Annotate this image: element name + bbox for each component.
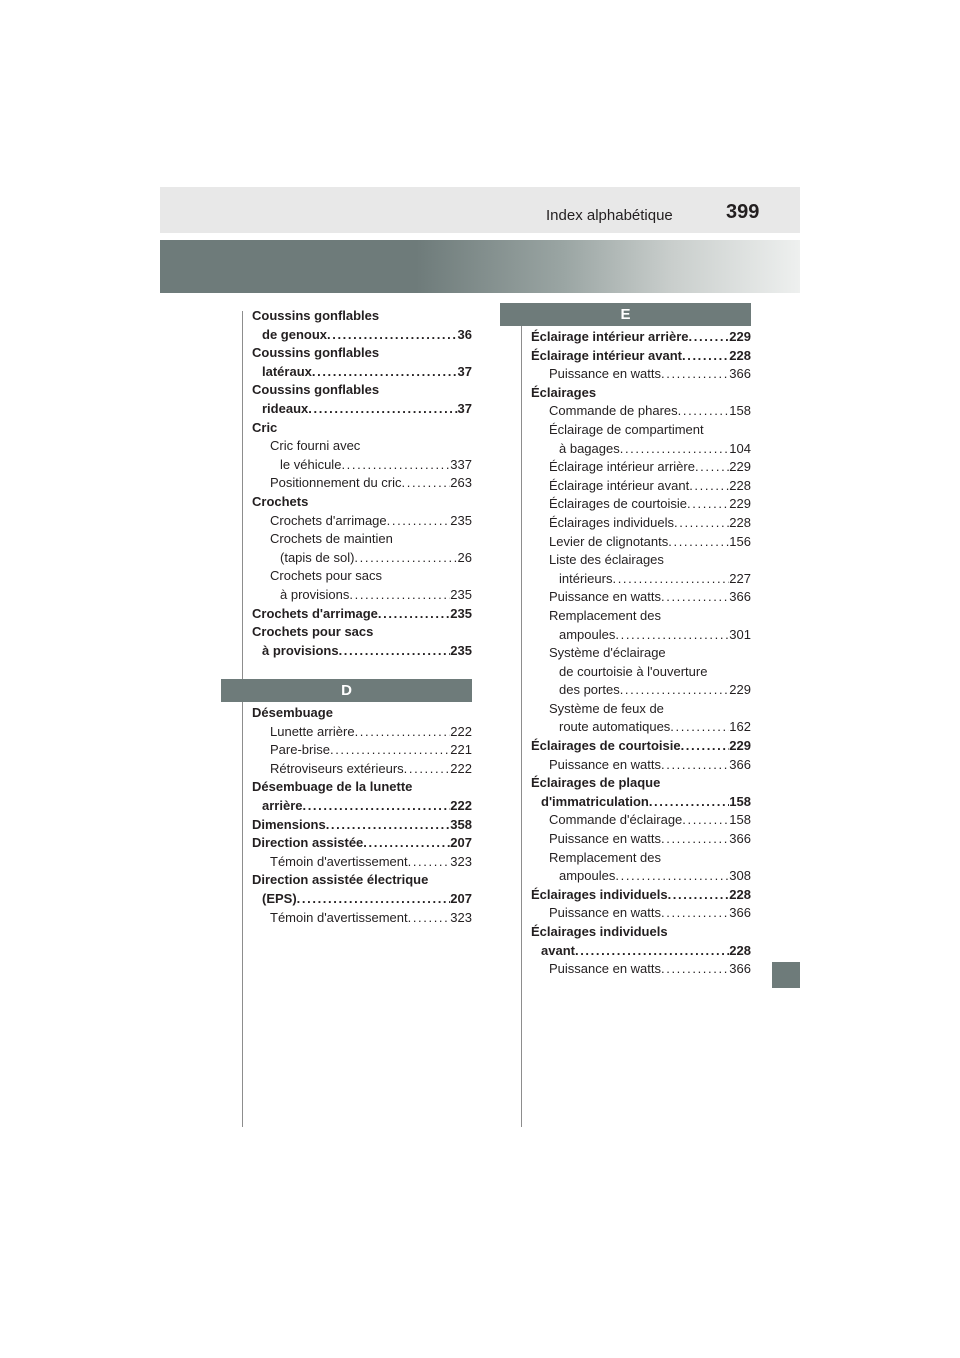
index-entry (531, 867, 751, 886)
header-bar (160, 187, 800, 233)
page-number: 399 (726, 201, 760, 223)
index-entry-page: 366 (729, 589, 751, 605)
index-entry (531, 514, 751, 533)
index-column-left (252, 307, 472, 660)
index-entry (252, 419, 472, 438)
dot-leader (615, 626, 729, 645)
index-entry-text: Positionnement du cric (270, 475, 402, 491)
index-entry-text: des portes (559, 682, 620, 698)
dot-leader (312, 363, 458, 382)
dot-leader (668, 886, 730, 905)
index-entry (531, 923, 751, 942)
index-entry (531, 830, 751, 849)
index-entry (252, 326, 472, 345)
index-entry-text: Liste des éclairages (549, 552, 664, 568)
index-entry-page: 235 (450, 642, 472, 658)
index-entry-page: 37 (457, 400, 472, 416)
dot-leader (387, 512, 451, 531)
dot-leader (678, 402, 730, 421)
index-entry-text: latéraux (262, 363, 312, 379)
index-entry-page: 222 (450, 723, 472, 739)
index-entry (531, 477, 751, 496)
index-entry-text: ampoules (559, 626, 616, 642)
dot-leader (408, 853, 451, 872)
index-column-right (531, 328, 751, 979)
index-entry-page: 366 (729, 831, 751, 847)
index-entry (531, 718, 751, 737)
dot-leader (670, 718, 729, 737)
dot-leader (661, 960, 729, 979)
index-entry-page: 323 (450, 853, 472, 869)
index-entry-page: 323 (450, 909, 472, 925)
index-entry (531, 551, 751, 570)
index-entry (252, 890, 472, 909)
index-entry-text: Direction assistée (252, 835, 364, 851)
index-entry-page: 158 (729, 793, 751, 809)
index-entry-text: Crochets de maintien (270, 531, 393, 547)
left-column-rule (242, 311, 243, 1127)
index-entry (531, 607, 751, 626)
dot-leader (682, 347, 729, 366)
index-entry-text: Éclairages individuels (549, 514, 675, 530)
index-entry-page: 228 (729, 942, 751, 958)
index-entry (531, 644, 751, 663)
index-entry (531, 347, 751, 366)
index-entry-text: Éclairage de compartiment (549, 421, 704, 437)
dot-leader (661, 365, 729, 384)
index-entry (531, 849, 751, 868)
index-entry-page: 358 (450, 816, 472, 832)
index-entry-page: 235 (450, 512, 472, 528)
dot-leader (682, 811, 729, 830)
dot-leader (681, 737, 730, 756)
index-entry (252, 437, 472, 456)
index-entry (531, 737, 751, 756)
index-entry (531, 495, 751, 514)
index-entry (531, 570, 751, 589)
index-entry (531, 793, 751, 812)
header-gradient-band (160, 240, 800, 293)
index-entry (252, 816, 472, 835)
index-entry-text: Direction assistée électrique (252, 872, 429, 888)
index-entry-text: de genoux (262, 326, 328, 342)
index-entry-page: 263 (450, 475, 472, 491)
dot-leader (308, 400, 457, 419)
index-entry-text: ampoules (559, 868, 616, 884)
index-entry-page: 229 (729, 682, 751, 698)
index-entry (531, 402, 751, 421)
index-entry-page: 229 (729, 496, 751, 512)
index-entry (252, 642, 472, 661)
index-entry (252, 512, 472, 531)
index-entry (252, 307, 472, 326)
index-entry (252, 493, 472, 512)
index-entry (252, 741, 472, 760)
index-entry-page: 207 (450, 890, 472, 906)
dot-leader (339, 642, 451, 661)
index-entry-text: Lunette arrière (270, 723, 355, 739)
index-entry (531, 700, 751, 719)
index-entry-text: Pare-brise (270, 742, 330, 758)
dot-leader (302, 797, 450, 816)
index-entry-text: Crochets d'arrimage (270, 512, 387, 528)
index-entry-text: Cric fourni avec (270, 438, 361, 454)
index-entry (531, 663, 751, 682)
dot-leader (402, 474, 451, 493)
index-entry (531, 681, 751, 700)
index-entry-text: Coussins gonflables (252, 308, 380, 323)
index-entry (531, 886, 751, 905)
dot-leader (327, 326, 458, 345)
index-entry-text: Puissance en watts (549, 756, 662, 772)
index-entry-page: 229 (729, 459, 751, 475)
right-column-rule (521, 311, 522, 1127)
index-entry-text: Commande d'éclairage (549, 812, 683, 828)
index-entry-page: 366 (729, 905, 751, 921)
index-entry-text: Éclairage intérieur avant (549, 477, 690, 493)
index-entry-text: Commande de phares (549, 403, 678, 419)
index-entry (252, 909, 472, 928)
index-entry-text: Désembuage (252, 705, 333, 720)
index-entry-page: 235 (450, 605, 472, 621)
index-entry (252, 344, 472, 363)
dot-leader (363, 834, 450, 853)
index-entry-text: Puissance en watts (549, 589, 662, 605)
index-entry (531, 588, 751, 607)
index-entry-text: Crochets pour sacs (252, 624, 374, 640)
index-entry-text: Puissance en watts (549, 831, 662, 847)
dot-leader (620, 681, 730, 700)
index-entry (252, 623, 472, 642)
index-entry (531, 458, 751, 477)
index-entry-page: 222 (450, 797, 472, 813)
index-entry (531, 960, 751, 979)
index-entry-text: rideaux (262, 400, 309, 416)
index-entry-text: à provisions (280, 586, 350, 602)
index-entry (252, 704, 472, 723)
dot-leader (378, 605, 450, 624)
index-entry-text: Coussins gonflables (252, 382, 380, 398)
dot-leader (297, 890, 451, 909)
index-entry-text: Éclairages individuels (531, 924, 668, 939)
index-entry-page: 301 (729, 626, 751, 642)
letter-band-e: E (500, 303, 751, 326)
index-entry (531, 811, 751, 830)
index-entry-text: Système d'éclairage (549, 645, 666, 661)
index-entry (252, 456, 472, 475)
dot-leader (695, 458, 729, 477)
index-entry (252, 797, 472, 816)
index-entry (252, 778, 472, 797)
index-entry (252, 474, 472, 493)
index-entry-text: Remplacement des (549, 607, 661, 623)
dot-leader (330, 741, 450, 760)
index-entry (252, 400, 472, 419)
index-entry-page: 228 (729, 514, 751, 530)
index-entry-text: Éclairages individuels (531, 886, 668, 902)
index-entry-page: 227 (729, 570, 751, 586)
dot-leader (612, 570, 729, 589)
index-entry-text: d'immatriculation (541, 793, 649, 809)
index-entry (252, 871, 472, 890)
index-entry (531, 384, 751, 403)
dot-leader (661, 904, 729, 923)
index-entry-text: Crochets d'arrimage (252, 605, 378, 621)
index-entry (252, 381, 472, 400)
index-entry (252, 760, 472, 779)
index-entry-page: 221 (450, 742, 472, 758)
index-entry (531, 904, 751, 923)
index-entry (531, 421, 751, 440)
index-entry-text: (EPS) (262, 890, 297, 906)
dot-leader (661, 756, 729, 775)
index-entry-text: Puissance en watts (549, 961, 662, 977)
index-entry-text: à provisions (262, 642, 339, 658)
index-entry-text: route automatiques (559, 719, 671, 735)
index-entry-text: Désembuage de la lunette (252, 779, 413, 795)
index-entry-page: 235 (450, 586, 472, 602)
index-entry (531, 533, 751, 552)
index-entry-text: (tapis de sol) (280, 549, 355, 565)
index-entry-text: Puissance en watts (549, 905, 662, 921)
index-entry-page: 158 (729, 812, 751, 828)
dot-leader (326, 816, 451, 835)
dot-leader (408, 909, 451, 928)
dot-leader (668, 533, 729, 552)
index-entry (531, 626, 751, 645)
index-entry-page: 229 (729, 738, 751, 754)
index-entry-page: 104 (729, 440, 751, 456)
index-entry-page: 228 (729, 886, 751, 902)
index-column-left-d (252, 704, 472, 927)
dot-leader (404, 760, 451, 779)
dot-leader (349, 586, 450, 605)
index-entry-page: 162 (729, 719, 751, 735)
index-entry-text: Dimensions (252, 816, 326, 832)
index-entry-text: Éclairage intérieur arrière (531, 329, 689, 344)
index-entry-page: 366 (729, 366, 751, 382)
index-entry-page: 228 (729, 347, 751, 363)
dot-leader (674, 514, 729, 533)
index-entry-page: 228 (729, 477, 751, 493)
index-entry (252, 834, 472, 853)
index-entry-page: 207 (450, 835, 472, 851)
index-entry-text: à bagages (559, 440, 620, 456)
index-entry-text: Coussins gonflables (252, 345, 380, 361)
index-entry-text: Puissance en watts (549, 366, 662, 382)
index-entry (252, 605, 472, 624)
index-entry-text: Éclairages de courtoisie (549, 496, 688, 512)
index-entry-page: 156 (729, 533, 751, 549)
chapter-side-tab (772, 962, 800, 988)
index-entry (531, 365, 751, 384)
index-entry-text: le véhicule (280, 456, 342, 472)
index-entry (252, 723, 472, 742)
dot-leader (689, 477, 729, 496)
index-entry-text: avant (541, 942, 575, 958)
index-entry-page: 158 (729, 403, 751, 419)
index-entry-page: 366 (729, 756, 751, 772)
index-entry (531, 440, 751, 459)
index-entry-text: Éclairage intérieur avant (531, 347, 683, 363)
index-entry-text: arrière (262, 797, 303, 813)
index-entry-page: 36 (457, 326, 472, 342)
index-entry-text: Éclairage intérieur arrière (549, 459, 695, 475)
dot-leader (355, 723, 451, 742)
index-entry-text: Éclairages de plaque (531, 775, 661, 791)
index-entry-text: de courtoisie à l'ouverture (559, 663, 708, 679)
index-entry-text: Système de feux de (549, 700, 664, 716)
dot-leader (354, 549, 457, 568)
index-entry-text: Crochets pour sacs (270, 568, 382, 584)
index-entry-text: Éclairages de courtoisie (531, 738, 681, 754)
index-entry (531, 328, 751, 347)
index-entry-text: Rétroviseurs extérieurs (270, 760, 404, 776)
dot-leader (661, 830, 729, 849)
index-entry (252, 363, 472, 382)
index-entry (531, 774, 751, 793)
index-entry-page: 37 (457, 363, 472, 379)
index-entry (252, 853, 472, 872)
section-title: Index alphabétique (546, 207, 673, 224)
index-entry (531, 942, 751, 961)
index-entry (252, 549, 472, 568)
index-entry-text: Témoin d'avertissement (270, 853, 408, 869)
letter-band-d: D (221, 679, 472, 702)
index-entry-page: 337 (450, 456, 472, 472)
index-entry-text: Remplacement des (549, 849, 661, 865)
index-entry-page: 366 (729, 961, 751, 977)
index-entry (252, 530, 472, 549)
dot-leader (615, 867, 729, 886)
index-entry-text: Cric (252, 419, 278, 435)
index-entry-page: 229 (729, 329, 751, 344)
index-entry (252, 586, 472, 605)
dot-leader (575, 942, 729, 961)
dot-leader (649, 793, 729, 812)
index-entry-text: Témoin d'avertissement (270, 909, 408, 925)
index-entry (531, 756, 751, 775)
index-entry (252, 567, 472, 586)
dot-leader (689, 328, 730, 347)
dot-leader (341, 456, 450, 475)
dot-leader (661, 588, 729, 607)
index-entry-page: 308 (729, 868, 751, 884)
index-entry-text: Crochets (252, 493, 309, 509)
index-entry-page: 222 (450, 760, 472, 776)
dot-leader (687, 495, 729, 514)
dot-leader (620, 440, 730, 459)
index-entry-text: intérieurs (559, 570, 613, 586)
index-entry-page: 26 (457, 549, 472, 565)
index-entry-text: Levier de clignotants (549, 533, 669, 549)
index-entry-text: Éclairages (531, 384, 597, 400)
